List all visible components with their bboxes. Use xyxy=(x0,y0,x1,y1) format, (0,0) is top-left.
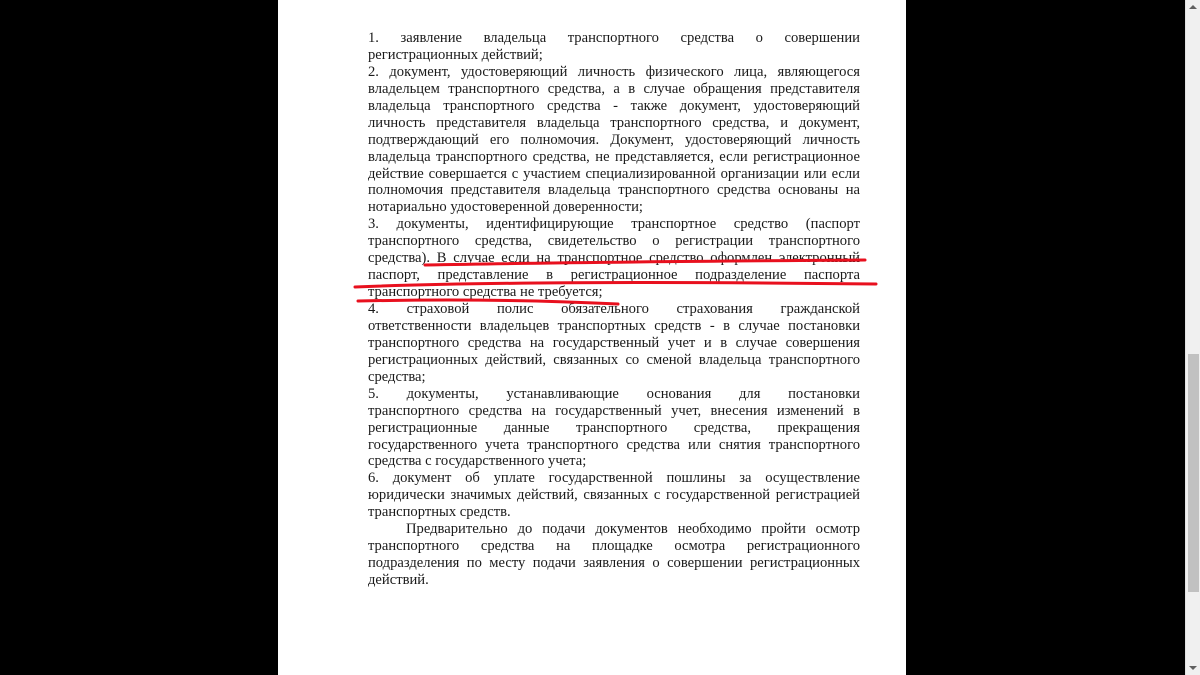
vertical-scrollbar[interactable] xyxy=(1185,0,1200,675)
document-text xyxy=(368,30,860,589)
text-line: транспортных средств. xyxy=(368,504,511,521)
text-line: транспортного средства на площадке осмотра регистрационного xyxy=(368,538,860,555)
text-line: транспортного средства, свидетельство о регистрации транспортного xyxy=(368,233,860,250)
text-line: паспорт, представление в регистрационное подразделение паспорта xyxy=(368,267,860,284)
document-page xyxy=(278,0,906,675)
text-line: действие совершается с участием специализированной организации или если xyxy=(368,165,860,182)
text-line: транспортного средства не требуется; xyxy=(368,284,603,301)
text-line: Предварительно до подачи документов необходимо пройти осмотр xyxy=(406,521,860,538)
text-line: подтверждающий его полномочия. Документ, удостоверяющий личность xyxy=(368,131,860,148)
text-line: нотариально удостоверенной доверенности; xyxy=(368,199,643,216)
scroll-up-arrow-icon[interactable] xyxy=(1189,5,1197,9)
text-line: средства). В случае если на транспортное средство оформлен электронный xyxy=(368,250,860,267)
text-line: 6. документ об уплате государственной пошлины за осуществление xyxy=(368,470,860,487)
text-line: юридически значимых действий, связанных с государственной регистрацией xyxy=(368,487,860,504)
text-line: владельца транспортного средства - также документ, удостоверяющий xyxy=(368,97,860,114)
text-line: транспортного средства на государственный учет, внесения изменений в xyxy=(368,402,860,419)
text-line: 3. документы, идентифицирующие транспортное средство (паспорт xyxy=(368,216,860,233)
text-line: 2. документ, удостоверяющий личность физического лица, являющегося xyxy=(368,63,860,80)
text-line: средства; xyxy=(368,368,426,385)
text-line: владельца транспортного средства, не представляется, если регистрационное xyxy=(368,148,860,165)
text-line: 4. страховой полис обязательного страхования гражданской xyxy=(368,301,860,317)
text-line: действий. xyxy=(368,572,429,588)
text-line: подразделения по месту подачи заявления о совершении регистрационных xyxy=(368,555,860,572)
text-line: 1. заявление владельца транспортного средства о совершении xyxy=(368,30,860,46)
text-line: полномочия представителя владельца транспортного средства основаны на xyxy=(368,182,860,199)
text-line: 5. документы, устанавливающие основания для постановки xyxy=(368,385,860,402)
text-line: средства с государственного учета; xyxy=(368,453,587,470)
text-line: регистрационные данные транспортного средства, прекращения xyxy=(368,419,860,436)
text-line: регистрационных действий, связанных со сменой владельца транспортного xyxy=(368,351,860,368)
scroll-down-arrow-icon[interactable] xyxy=(1189,666,1197,670)
text-line: регистрационных действий; xyxy=(368,46,543,63)
text-line: ответственности владельцев транспортных средств - в случае постановки xyxy=(368,317,860,334)
text-line: личность представителя владельца транспортного средства, и документ, xyxy=(368,114,860,131)
text-line: владельцем транспортного средства, а в случае обращения представителя xyxy=(368,80,860,97)
text-line: государственного учета транспортного средства или снятия транспортного xyxy=(368,436,860,453)
scrollbar-thumb[interactable] xyxy=(1188,354,1199,592)
text-line: транспортного средства на государственный учет и в случае совершения xyxy=(368,334,860,351)
